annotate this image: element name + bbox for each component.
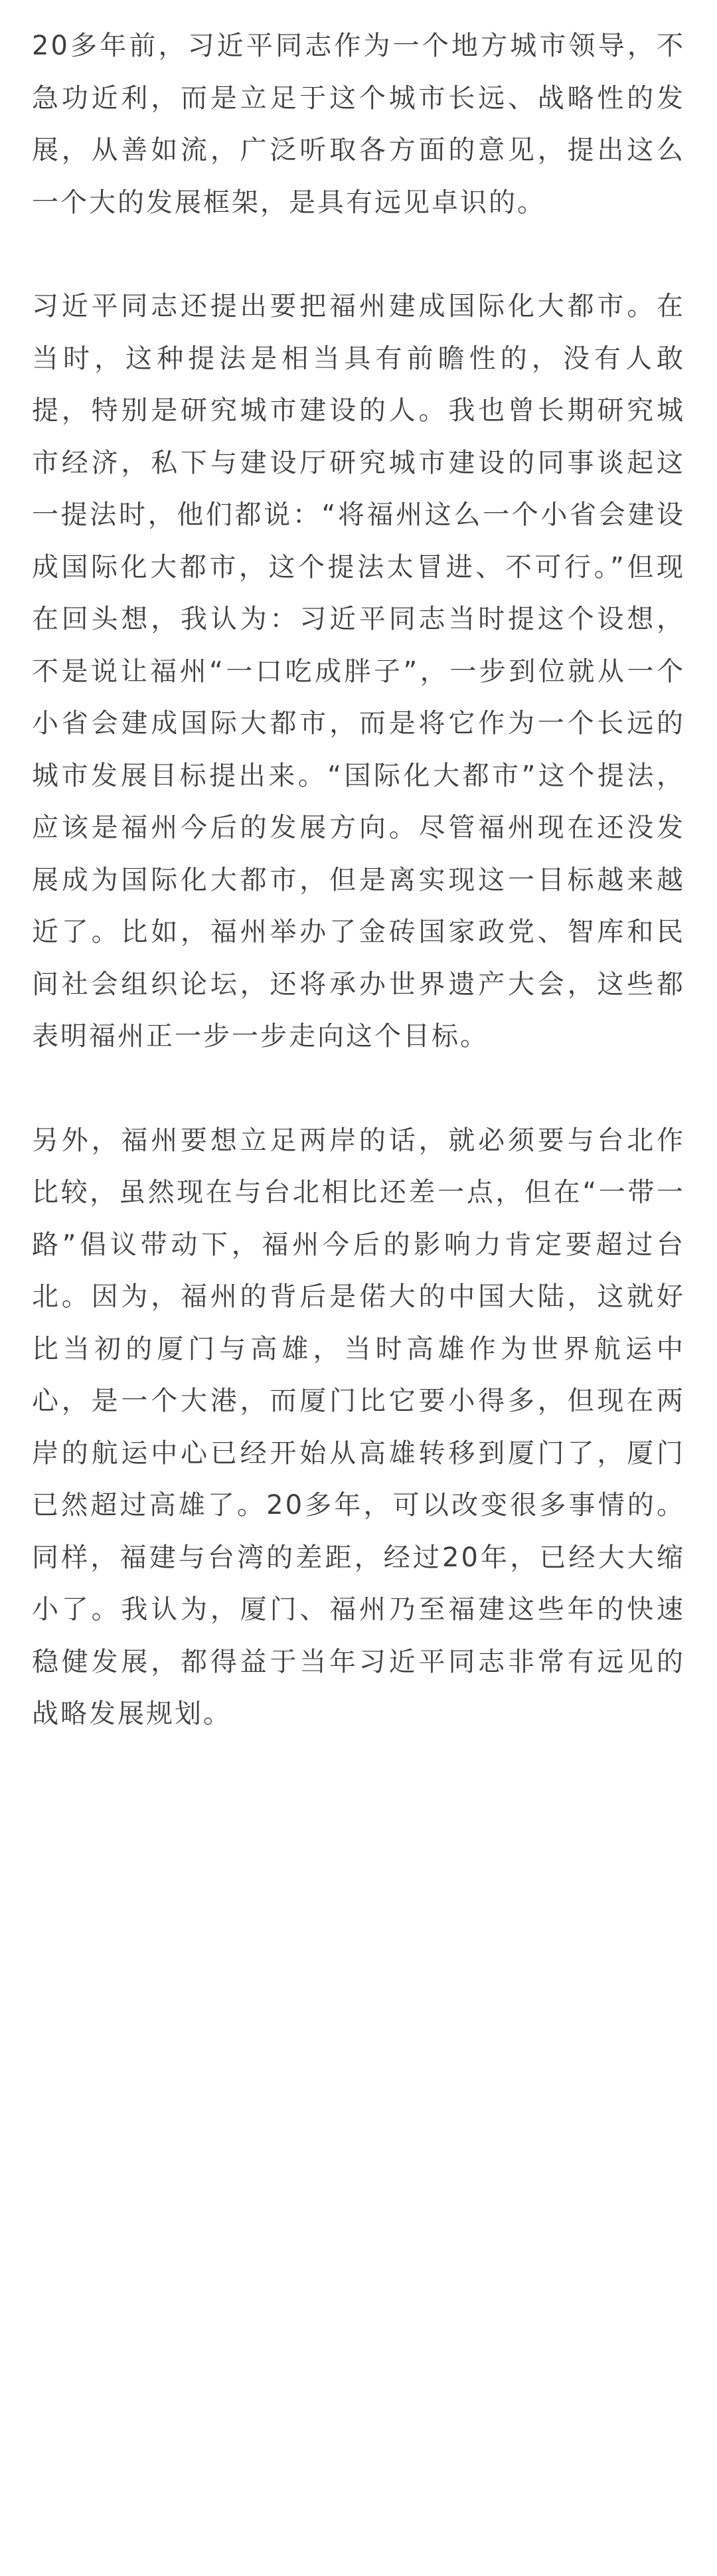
paragraph: 20多年前，习近平同志作为一个地方城市领导，不急功近利，而是立足于这个城市长远、战略性的发展，从善如流，广泛听取各方面的意见，提出这么一个大的发展框架，是具有远见卓识的。 <box>32 31 685 218</box>
paragraph: 习近平同志还提出要把福州建成国际化大都市。在当时，这种提法是相当具有前瞻性的，没有人敢提，特别是研究城市建设的人。我也曾长期研究城市经济，私下与建设厅研究城市建设的同事谈起这一提法时，他们都说：“将福州这么一个小省会建设成国际化大都市，这个提法太冒进、不可行。”但现在回头想，我认为：习近平同志当时提这个设想，不是说让福州“一口吃成胖子”，一步到位就从一个小省会建成国际大都市，而是将它作为一个长远的城市发展目标提出来。“国际化大都市”这个提法，应该是福州今后的发展方向。尽管福州现在还没发展成为国际化大都市，但是离实现这一目标越来越近了。比如，福州举办了金砖国家政党、智库和民间社会组织论坛，还将承办世界遗产大会，这些都表明福州正一步一步走向这个目标。 <box>32 291 685 1052</box>
paragraph: 另外，福州要想立足两岸的话，就必须要与台北作比较，虽然现在与台北相比还差一点，但在“一带一路”倡议带动下，福州今后的影响力肯定要超过台北。因为，福州的背后是偌大的中国大陆，这就好比当初的厦门与高雄，当时高雄作为世界航运中心，是一个大港，而厦门比它要小得多，但现在两岸的航运中心已经开始从高雄转移到厦门了，厦门已然超过高雄了。20多年，可以改变很多事情的。同样，福建与台湾的差距，经过20年，已经大大缩小了。我认为，厦门、福州乃至福建这些年的快速稳健发展，都得益于当年习近平同志非常有远见的战略发展规划。 <box>32 1125 685 1729</box>
